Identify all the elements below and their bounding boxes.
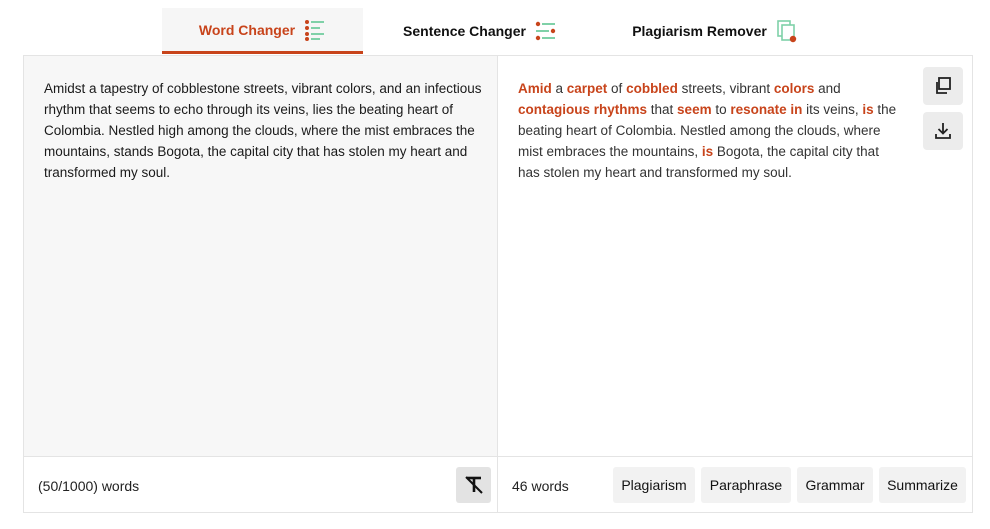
tab-word-changer[interactable] bbox=[162, 8, 363, 54]
output-segment: streets, vibrant bbox=[677, 81, 774, 96]
sliders-icon bbox=[535, 21, 557, 41]
document-stack-icon bbox=[776, 19, 798, 43]
output-segment: and bbox=[814, 81, 841, 96]
changed-word[interactable]: resonate in bbox=[730, 102, 803, 117]
editor-panel bbox=[23, 55, 973, 513]
output-text bbox=[518, 78, 898, 183]
plagiarism-button[interactable]: Plagiarism bbox=[613, 467, 695, 503]
output-word-count: 46 words bbox=[512, 478, 569, 494]
changed-word[interactable]: Amid bbox=[518, 81, 552, 96]
output-segment: a bbox=[551, 81, 567, 96]
download-button[interactable] bbox=[923, 112, 963, 150]
input-text[interactable]: Amidst a tapestry of cobblestone streets, vibrant colors, and an infectious rhythm that seems to echo through its veins, lies the beating heart of Colombia. Nestled high among the clouds, where the mist embraces the mountains, stands Bogota, the capital city that has stolen my heart and transformed my soul. bbox=[44, 81, 482, 180]
summarize-button[interactable]: Summarize bbox=[879, 467, 966, 503]
copy-icon bbox=[933, 76, 953, 96]
clear-format-icon bbox=[463, 474, 485, 496]
changed-word[interactable]: carpet bbox=[566, 81, 608, 96]
output-segment: that bbox=[647, 102, 678, 117]
tab-label: Sentence Changer bbox=[403, 23, 526, 39]
output-segment: Bogota, the capital city that has stolen my heart and transformed my soul. bbox=[518, 144, 879, 180]
output-area bbox=[498, 56, 972, 456]
output-segment: the beating heart of Colombia. Nestled among the clouds, where mist embraces the mountains, bbox=[518, 102, 897, 159]
tab-plagiarism-remover[interactable] bbox=[610, 8, 820, 54]
list-lines-icon bbox=[304, 19, 326, 41]
changed-word[interactable]: colors bbox=[773, 81, 815, 96]
changed-word[interactable]: is bbox=[701, 144, 714, 159]
paraphrase-button[interactable]: Paraphrase bbox=[701, 467, 791, 503]
changed-word[interactable]: is bbox=[862, 102, 874, 117]
tab-label: Plagiarism Remover bbox=[632, 23, 767, 39]
download-icon bbox=[933, 121, 953, 141]
output-footer bbox=[498, 456, 972, 512]
changed-word[interactable]: contagious rhythms bbox=[518, 102, 648, 117]
changed-word[interactable]: cobbled bbox=[626, 81, 678, 96]
tool-tabs bbox=[0, 0, 990, 55]
input-footer bbox=[24, 456, 498, 512]
output-segment: of bbox=[607, 81, 627, 96]
grammar-button[interactable]: Grammar bbox=[797, 467, 873, 503]
input-area[interactable] bbox=[24, 56, 498, 456]
copy-button[interactable] bbox=[923, 67, 963, 105]
output-segment: to bbox=[711, 102, 731, 117]
clear-button[interactable] bbox=[456, 467, 491, 503]
changed-word[interactable]: seem bbox=[677, 102, 712, 117]
tab-label: Word Changer bbox=[198, 21, 296, 38]
output-segment: its veins, bbox=[802, 102, 863, 117]
tab-sentence-changer[interactable] bbox=[380, 8, 580, 54]
input-word-count: (50/1000) words bbox=[38, 478, 140, 494]
